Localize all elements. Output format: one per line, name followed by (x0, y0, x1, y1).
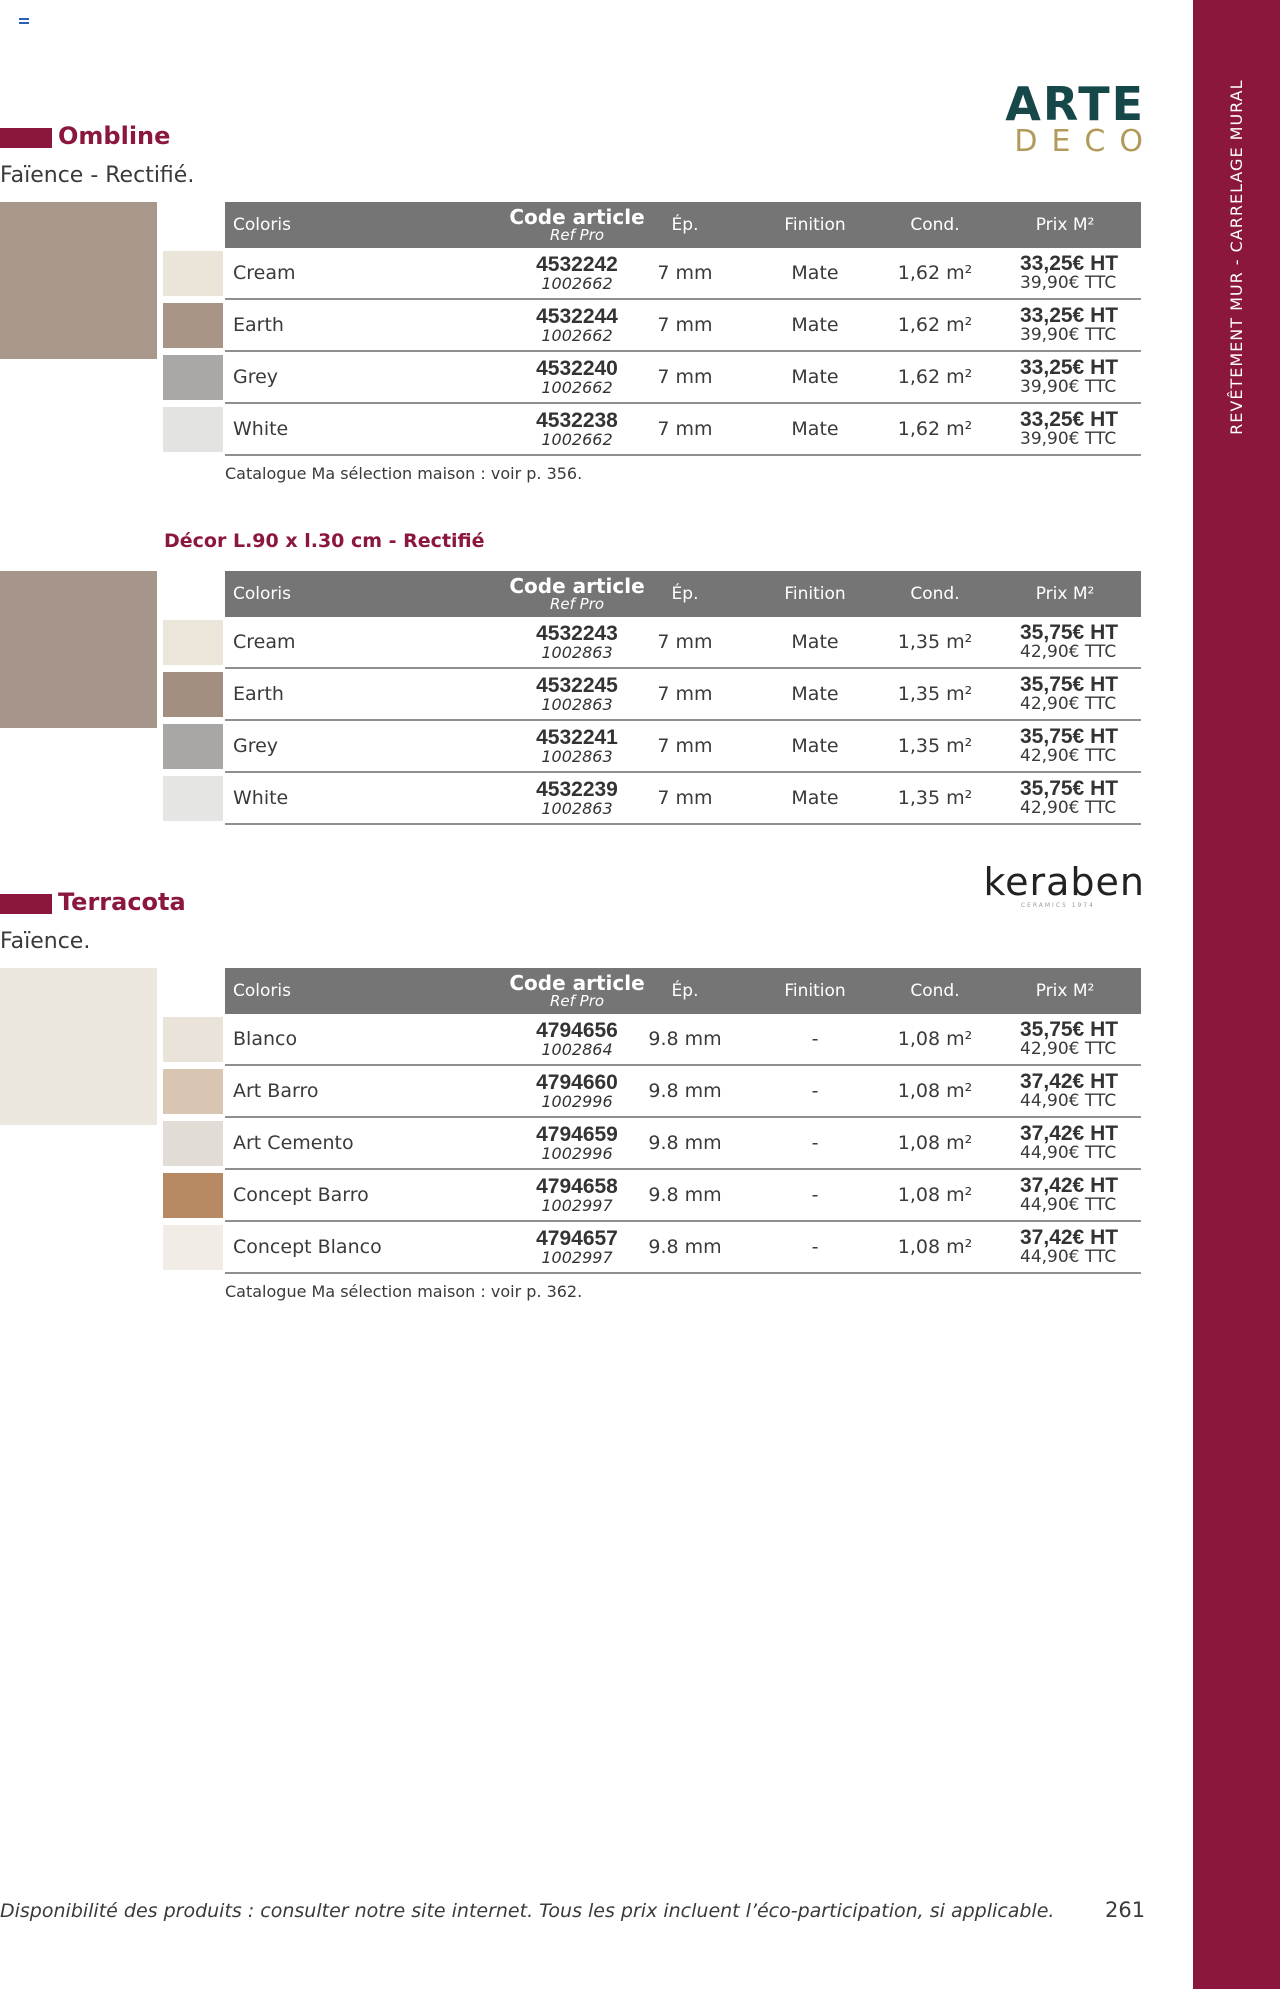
header-conditionnement: Cond. (910, 584, 960, 604)
color-swatch (163, 672, 223, 717)
row-coloris: Concept Barro (233, 1184, 369, 1206)
header-prix: Prix M² (1035, 981, 1095, 1001)
row-prix-ttc: 44,90€ TTC (1020, 1195, 1117, 1215)
header-code-label: Code article (509, 574, 645, 598)
row-prix-ht: 37,42€ HT (1020, 1122, 1119, 1145)
row-prix (1020, 1014, 1140, 1064)
table-header (225, 968, 1141, 1014)
row-prix (1020, 248, 1140, 298)
row-finition: Mate (791, 366, 839, 388)
row-prix-ttc: 42,90€ TTC (1020, 1039, 1117, 1059)
row-prix-ttc: 39,90€ TTC (1020, 273, 1117, 293)
top-corner-mark (19, 18, 29, 26)
row-coloris: Grey (233, 366, 279, 388)
terracota-table (225, 968, 1141, 1274)
row-code: 4532243 (536, 622, 618, 645)
row-finition: - (811, 1184, 819, 1206)
row-prix-ttc: 44,90€ TTC (1020, 1143, 1117, 1163)
row-prix-ttc: 42,90€ TTC (1020, 746, 1117, 766)
row-epaisseur: 9.8 mm (648, 1236, 722, 1258)
row-code: 4532240 (536, 357, 618, 380)
row-ref-pro: 1002662 (541, 378, 613, 397)
row-prix (1020, 773, 1140, 823)
arte-logo-line2: DECO (1014, 124, 1157, 159)
row-epaisseur: 7 mm (657, 735, 713, 757)
row-epaisseur: 9.8 mm (648, 1132, 722, 1154)
row-finition: - (811, 1080, 819, 1102)
table-row (225, 404, 1141, 456)
row-epaisseur: 7 mm (657, 787, 713, 809)
header-finition: Finition (784, 584, 846, 604)
row-coloris: White (233, 418, 289, 440)
terracota-catalogue-note: Catalogue Ma sélection maison : voir p. 362. (225, 1282, 583, 1301)
row-code: 4794660 (536, 1071, 618, 1094)
ombline-table (225, 202, 1141, 456)
row-prix (1020, 617, 1140, 667)
row-ref-pro: 1002997 (541, 1248, 613, 1267)
color-swatch (163, 1225, 223, 1270)
header-epaisseur: Ép. (671, 584, 699, 604)
row-ref-pro: 1002662 (541, 430, 613, 449)
row-code: 4794657 (536, 1227, 618, 1250)
row-code: 4532242 (536, 253, 618, 276)
color-swatch (163, 724, 223, 769)
row-prix-ht: 33,25€ HT (1020, 408, 1119, 431)
row-prix-ttc: 44,90€ TTC (1020, 1247, 1117, 1267)
row-prix-ttc: 44,90€ TTC (1020, 1091, 1117, 1111)
row-ref-pro: 1002863 (541, 747, 613, 766)
row-prix (1020, 1118, 1140, 1168)
row-conditionnement: 1,35 m² (897, 631, 973, 653)
row-finition: Mate (791, 262, 839, 284)
row-code: 4532239 (536, 778, 618, 801)
header-conditionnement: Cond. (910, 981, 960, 1001)
header-epaisseur: Ép. (671, 215, 699, 235)
header-prix: Prix M² (1035, 215, 1095, 235)
row-prix (1020, 669, 1140, 719)
footer-disclaimer: Disponibilité des produits : consulter notre site internet. Tous les prix incluent l’éco-participation, si applicable. (0, 1900, 1055, 1922)
ombline-title: Ombline (58, 122, 171, 150)
row-epaisseur: 7 mm (657, 683, 713, 705)
color-swatch (163, 1173, 223, 1218)
header-ref-label: Ref Pro (549, 226, 605, 244)
row-finition: Mate (791, 683, 839, 705)
table-row (225, 248, 1141, 300)
row-finition: Mate (791, 631, 839, 653)
row-prix (1020, 352, 1140, 402)
row-prix (1020, 1222, 1140, 1272)
row-conditionnement: 1,35 m² (897, 787, 973, 809)
table-row (225, 352, 1141, 404)
color-swatch (163, 1017, 223, 1062)
row-finition: Mate (791, 314, 839, 336)
row-finition: Mate (791, 735, 839, 757)
table-row (225, 617, 1141, 669)
table-row (225, 1066, 1141, 1118)
header-prix: Prix M² (1035, 584, 1095, 604)
row-prix-ttc: 39,90€ TTC (1020, 377, 1117, 397)
table-row (225, 669, 1141, 721)
table-row (225, 300, 1141, 352)
row-prix-ht: 33,25€ HT (1020, 356, 1119, 379)
row-prix (1020, 404, 1140, 454)
header-epaisseur: Ép. (671, 981, 699, 1001)
header-code-label: Code article (509, 205, 645, 229)
row-conditionnement: 1,08 m² (897, 1028, 973, 1050)
color-swatch (163, 303, 223, 348)
header-finition: Finition (784, 981, 846, 1001)
row-finition: - (811, 1132, 819, 1154)
row-prix-ht: 37,42€ HT (1020, 1070, 1119, 1093)
row-ref-pro: 1002662 (541, 326, 613, 345)
color-swatch (163, 407, 223, 452)
color-swatch (163, 251, 223, 296)
terracota-tile-image (0, 968, 157, 1125)
row-conditionnement: 1,62 m² (897, 418, 973, 440)
row-code: 4794659 (536, 1123, 618, 1146)
header-conditionnement: Cond. (910, 215, 960, 235)
ombline-subtitle: Faïence - Rectifié. (0, 163, 195, 188)
row-conditionnement: 1,08 m² (897, 1132, 973, 1154)
color-swatch (163, 620, 223, 665)
row-conditionnement: 1,62 m² (897, 366, 973, 388)
row-code: 4532244 (536, 305, 618, 328)
row-coloris: Concept Blanco (233, 1236, 382, 1258)
header-ref-label: Ref Pro (549, 595, 605, 613)
row-code: 4794658 (536, 1175, 618, 1198)
row-conditionnement: 1,08 m² (897, 1236, 973, 1258)
row-prix-ht: 37,42€ HT (1020, 1174, 1119, 1197)
table-row (225, 1170, 1141, 1222)
table-row (225, 1014, 1141, 1066)
ombline-marker (0, 128, 52, 148)
row-code: 4794656 (536, 1019, 618, 1042)
color-swatch (163, 776, 223, 821)
row-ref-pro: 1002863 (541, 643, 613, 662)
row-coloris: Cream (233, 631, 296, 653)
row-prix-ht: 35,75€ HT (1020, 725, 1119, 748)
header-finition: Finition (784, 215, 846, 235)
ombline-tile-image (0, 202, 157, 359)
table-row (225, 1118, 1141, 1170)
table-row (225, 773, 1141, 825)
row-prix-ht: 35,75€ HT (1020, 777, 1119, 800)
decor-table (225, 571, 1141, 825)
row-conditionnement: 1,08 m² (897, 1184, 973, 1206)
terracota-marker (0, 894, 52, 914)
row-coloris: Earth (233, 314, 284, 336)
row-ref-pro: 1002863 (541, 695, 613, 714)
row-epaisseur: 7 mm (657, 262, 713, 284)
row-coloris: Blanco (233, 1028, 298, 1050)
row-conditionnement: 1,62 m² (897, 262, 973, 284)
row-coloris: Art Cemento (233, 1132, 354, 1154)
row-epaisseur: 9.8 mm (648, 1028, 722, 1050)
table-row (225, 1222, 1141, 1274)
row-epaisseur: 7 mm (657, 631, 713, 653)
row-finition: Mate (791, 787, 839, 809)
row-finition: Mate (791, 418, 839, 440)
header-coloris: Coloris (233, 584, 291, 604)
row-ref-pro: 1002997 (541, 1196, 613, 1215)
row-code: 4532241 (536, 726, 618, 749)
header-ref-label: Ref Pro (549, 992, 605, 1010)
row-prix (1020, 721, 1140, 771)
row-ref-pro: 1002662 (541, 274, 613, 293)
color-swatch (163, 1069, 223, 1114)
row-ref-pro: 1002996 (541, 1144, 613, 1163)
row-prix-ttc: 39,90€ TTC (1020, 429, 1117, 449)
header-code-label: Code article (509, 971, 645, 995)
keraben-logo (950, 862, 1145, 909)
row-coloris: White (233, 787, 289, 809)
row-prix-ttc: 42,90€ TTC (1020, 694, 1117, 714)
row-epaisseur: 7 mm (657, 418, 713, 440)
row-finition: - (811, 1236, 819, 1258)
row-epaisseur: 9.8 mm (648, 1184, 722, 1206)
row-epaisseur: 9.8 mm (648, 1080, 722, 1102)
ombline-catalogue-note: Catalogue Ma sélection maison : voir p. 356. (225, 464, 583, 483)
row-code: 4532245 (536, 674, 618, 697)
row-prix-ht: 37,42€ HT (1020, 1226, 1119, 1249)
row-ref-pro: 1002996 (541, 1092, 613, 1111)
row-prix-ht: 35,75€ HT (1020, 673, 1119, 696)
arte-deco-logo (1000, 77, 1157, 159)
color-swatch (163, 355, 223, 400)
row-prix (1020, 1170, 1140, 1220)
row-finition: - (811, 1028, 819, 1050)
row-coloris: Art Barro (233, 1080, 319, 1102)
row-prix-ttc: 42,90€ TTC (1020, 642, 1117, 662)
arte-logo-line1: ARTE (1005, 77, 1145, 131)
table-header (225, 202, 1141, 248)
row-prix-ht: 35,75€ HT (1020, 621, 1119, 644)
row-conditionnement: 1,62 m² (897, 314, 973, 336)
row-conditionnement: 1,35 m² (897, 735, 973, 757)
table-header (225, 571, 1141, 617)
row-coloris: Grey (233, 735, 279, 757)
row-epaisseur: 7 mm (657, 314, 713, 336)
row-prix (1020, 1066, 1140, 1116)
header-coloris: Coloris (233, 215, 291, 235)
decor-title: Décor L.90 x l.30 cm - Rectifié (164, 530, 485, 552)
row-conditionnement: 1,35 m² (897, 683, 973, 705)
row-prix (1020, 300, 1140, 350)
table-row (225, 721, 1141, 773)
row-prix-ht: 33,25€ HT (1020, 252, 1119, 275)
row-epaisseur: 7 mm (657, 366, 713, 388)
keraben-logo-tagline: CERAMICS 1974 (1020, 902, 1095, 909)
row-ref-pro: 1002864 (541, 1040, 613, 1059)
row-prix-ttc: 39,90€ TTC (1020, 325, 1117, 345)
row-code: 4532238 (536, 409, 618, 432)
terracota-title: Terracota (58, 888, 186, 916)
row-prix-ht: 35,75€ HT (1020, 1018, 1119, 1041)
row-prix-ttc: 42,90€ TTC (1020, 798, 1117, 818)
side-label: REVÊTEMENT MUR - CARRELAGE MURAL (1226, 79, 1246, 435)
row-conditionnement: 1,08 m² (897, 1080, 973, 1102)
row-coloris: Cream (233, 262, 296, 284)
color-swatch (163, 1121, 223, 1166)
row-ref-pro: 1002863 (541, 799, 613, 818)
header-coloris: Coloris (233, 981, 291, 1001)
row-prix-ht: 33,25€ HT (1020, 304, 1119, 327)
keraben-logo-name: keraben (983, 860, 1145, 904)
decor-tile-image (0, 571, 157, 728)
page-number: 261 (1105, 1898, 1146, 1922)
row-coloris: Earth (233, 683, 284, 705)
terracota-subtitle: Faïence. (0, 929, 91, 954)
